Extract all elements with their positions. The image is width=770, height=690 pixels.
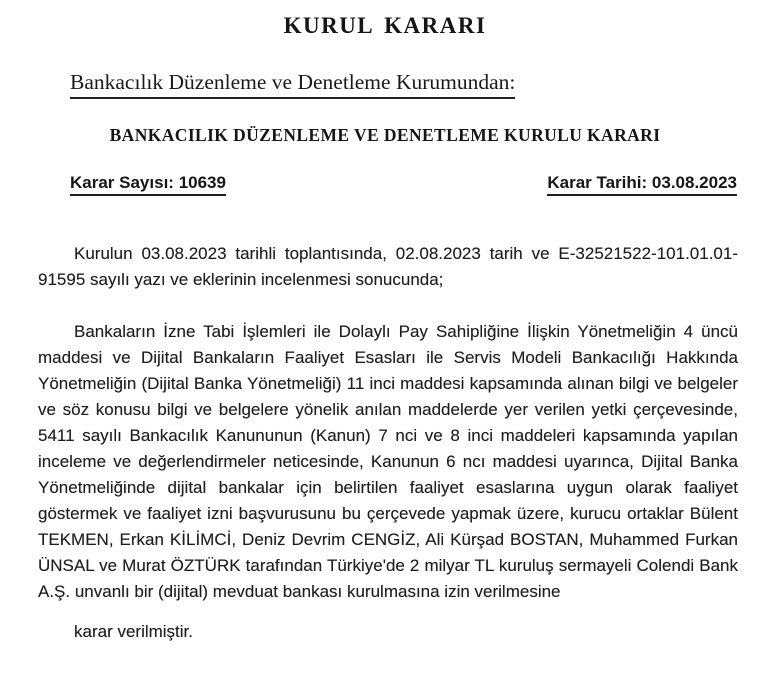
paragraph-intro: Kurulun 03.08.2023 tarihli toplantısında, 02.08.2023 tarih ve E-32521522-101.01.01-91595 sayılı yazı ve eklerinin incelenmesi sonucunda; bbox=[38, 244, 738, 289]
issuing-authority-text: Bankacılık Düzenleme ve Denetleme Kurumundan: bbox=[70, 70, 515, 99]
decision-heading: BANKACILIK DÜZENLEME VE DENETLEME KURULU KARARI bbox=[109, 125, 661, 145]
decision-number bbox=[70, 173, 226, 196]
document-title: KURUL KARARI bbox=[283, 13, 487, 38]
paragraph-closing: karar verilmiştir. bbox=[74, 622, 194, 641]
paragraph-main: Bankaların İzne Tabi İşlemleri ile Dolaylı Pay Sahipliğine İlişkin Yönetmeliğin 4 üncü maddesi ve Dijital Bankaların Faaliyet Esasları ile Servis Modeli Bankacılığı Hakkında Yönetmeliğin (Dijital Banka Yönetmeliği) 11 inci maddesi kapsamında alınan bilgi ve belgeler ve söz konusu bilgi ve belgelere yönelik anılan maddelerde yer verilen yetki çerçevesinde, 5411 sayılı Bankacılık Kanununun (Kanun) 7 nci ve 8 inci maddeleri kapsamında yapılan inceleme ve değerlendirmeler neticesinde, Kanunun 6 ncı maddesi uyarınca, Dijital Banka Yönetmeliğinde dijital bankalar için belirtilen faaliyet esaslarına uygun olarak faaliyet göstermek ve faaliyet izni başvurusunu bu çerçevede yapmak üzere, kurucu ortaklar Bülent TEKMEN, Erkan KİLİMCİ, Deniz Devrim CENGİZ, Ali Kürşad BOSTAN, Muhammed Furkan ÜNSAL ve Murat ÖZTÜRK tarafından Türkiye'de 2 milyar TL kuruluş sermayeli Colendi Bank A.Ş. unvanlı bir (dijital) mevduat bankası kurulmasına izin verilmesine bbox=[38, 322, 738, 601]
decision-date bbox=[547, 173, 737, 196]
issuing-authority-line bbox=[70, 70, 770, 99]
decision-number-label: Karar Sayısı: bbox=[70, 173, 174, 192]
decision-date-label: Karar Tarihi: bbox=[547, 173, 648, 192]
decision-number-value: 10639 bbox=[178, 173, 226, 192]
decision-date-value: 03.08.2023 bbox=[651, 173, 737, 192]
decision-meta-row bbox=[70, 173, 737, 196]
